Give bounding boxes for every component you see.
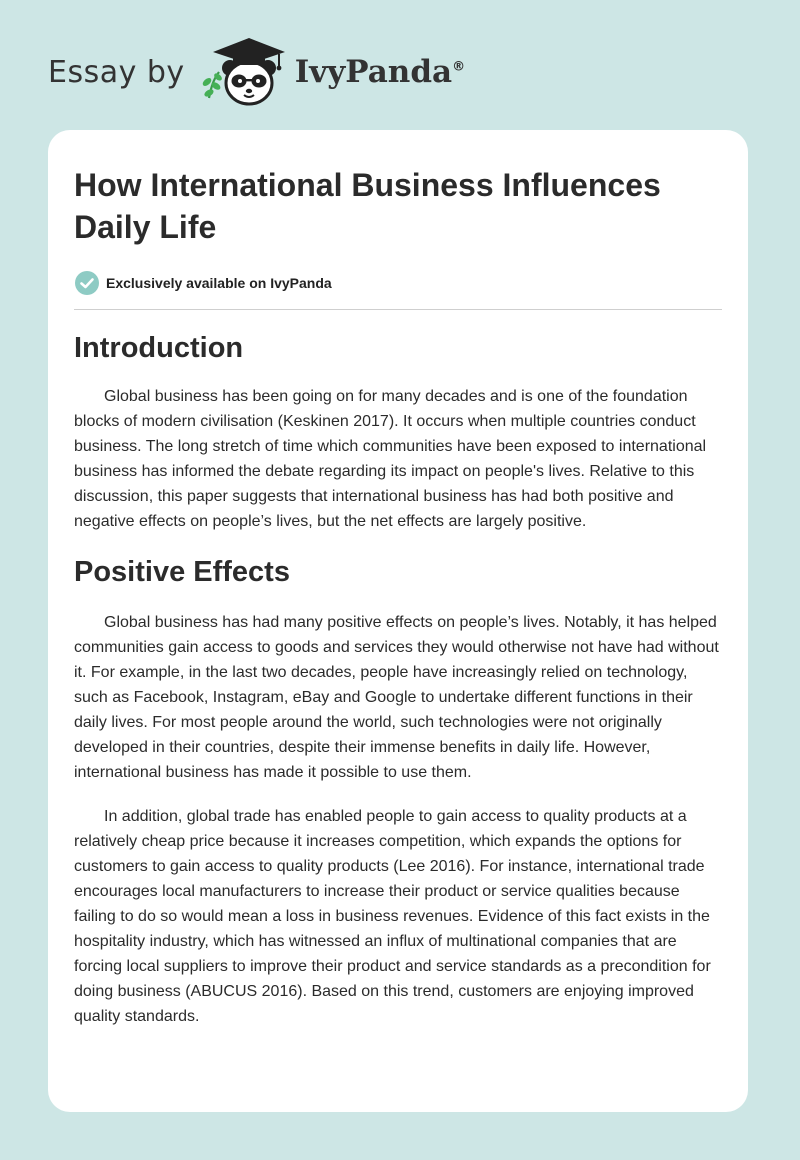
paragraph: In addition, global trade has enabled people to gain access to quality products at a relatively cheap price because it increases competition, which expands the options for customers to gain access to quality products (Lee 2016). For instance, international trade encourages local manufacturers to increase their product or service qualities because failing to do so would mean a loss in business revenues. Evidence of this fact exists in the hospitality industry, which has witnessed an influx of multinational companies that are forcing local suppliers to improve their product and service standards as a precondition for doing business (ABUCUS 2016). Based on this trend, customers are enjoying improved quality standards.	[74, 808, 711, 1025]
check-circle-icon	[74, 270, 100, 296]
brand-prefix: Essay by	[48, 54, 185, 90]
registered-mark: ®	[452, 59, 466, 75]
page-title: How International Business Influences Daily Life	[74, 167, 661, 245]
site-brand[interactable]	[48, 36, 465, 108]
paragraph: Global business has had many positive effects on people’s lives. Notably, it has helped communities gain access to goods and services they would otherwise not have had without it. For example, in the last two decades, people have increasingly relied on technology, such as Facebook, Instagram, eBay and Google to undertake different functions in their daily lives. For most people around the world, such technologies were not originally developed in their countries, despite their immense benefits in daily life. However, international business has made it possible to use them.	[74, 614, 719, 781]
essay-card	[48, 130, 748, 1112]
brand-name-text: IvyPanda	[294, 54, 453, 90]
section-heading: Positive Effects	[74, 556, 290, 588]
section-heading: Introduction	[74, 332, 244, 364]
paragraph: Global business has been going on for many decades and is one of the foundation blocks of modern civilisation (Keskinen 2017). It occurs when multiple countries conduct business. The long stretch of time which communities have been exposed to international business has informed the debate regarding its impact on people's lives. Relative to this discussion, this paper suggests that international business has had both positive and negative effects on people’s lives, but the net effects are largely positive.	[74, 388, 707, 530]
panda-graduate-logo-icon	[199, 36, 289, 108]
exclusive-label: Exclusively available on IvyPanda	[106, 275, 332, 291]
exclusive-badge	[74, 270, 722, 296]
title-divider	[74, 309, 722, 310]
brand-name	[295, 54, 465, 90]
section-introduction	[74, 330, 722, 534]
section-positive-effects	[74, 554, 722, 1029]
